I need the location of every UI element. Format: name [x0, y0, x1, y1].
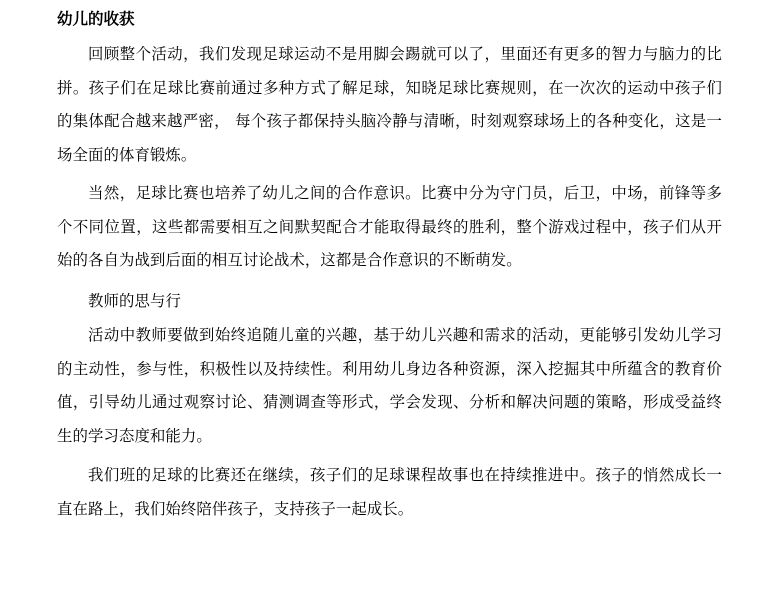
section-heading-children-gains: 幼儿的收获: [57, 10, 135, 28]
paragraph-teacher-interest: 活动中教师要做到始终追随儿童的兴趣，基于幼儿兴趣和需求的活动，更能够引发幼儿学习的主动性，参与性，积极性以及持续性。利用幼儿身边各种资源，深入挖掘其中所蕴含的教育价值，引导幼儿通过观察讨论、猜测调查等形式，学会发现、分析和解决问题的策略，形成受益终生的学习态度和能力。: [57, 326, 722, 445]
section-heading-teacher-reflection: 教师的思与行: [88, 292, 181, 310]
paragraph-cooperation: 当然，足球比赛也培养了幼儿之间的合作意识。比赛中分为守门员，后卫，中场，前锋等多个不同位置，这些都需要相互之间默契配合才能取得最终的胜利，整个游戏过程中，孩子们从开始的各自为战到后面的相互讨论战术，这都是合作意识的不断萌发。: [57, 184, 722, 270]
paragraph-review: 回顾整个活动，我们发现足球运动不是用脚会踢就可以了，里面还有更多的智力与脑力的比拼。孩子们在足球比赛前通过多种方式了解足球，知晓足球比赛规则，在一次次的运动中孩子们的集体配合越来越严密， 每个孩子都保持头脑冷静与清晰，时刻观察球场上的各种变化，这是一场全面的体育锻炼。: [57, 45, 722, 164]
paragraph-continuing: 我们班的足球的比赛还在继续，孩子们的足球课程故事也在持续推进中。孩子的悄然成长一直在路上，我们始终陪伴孩子，支持孩子一起成长。: [57, 466, 722, 518]
